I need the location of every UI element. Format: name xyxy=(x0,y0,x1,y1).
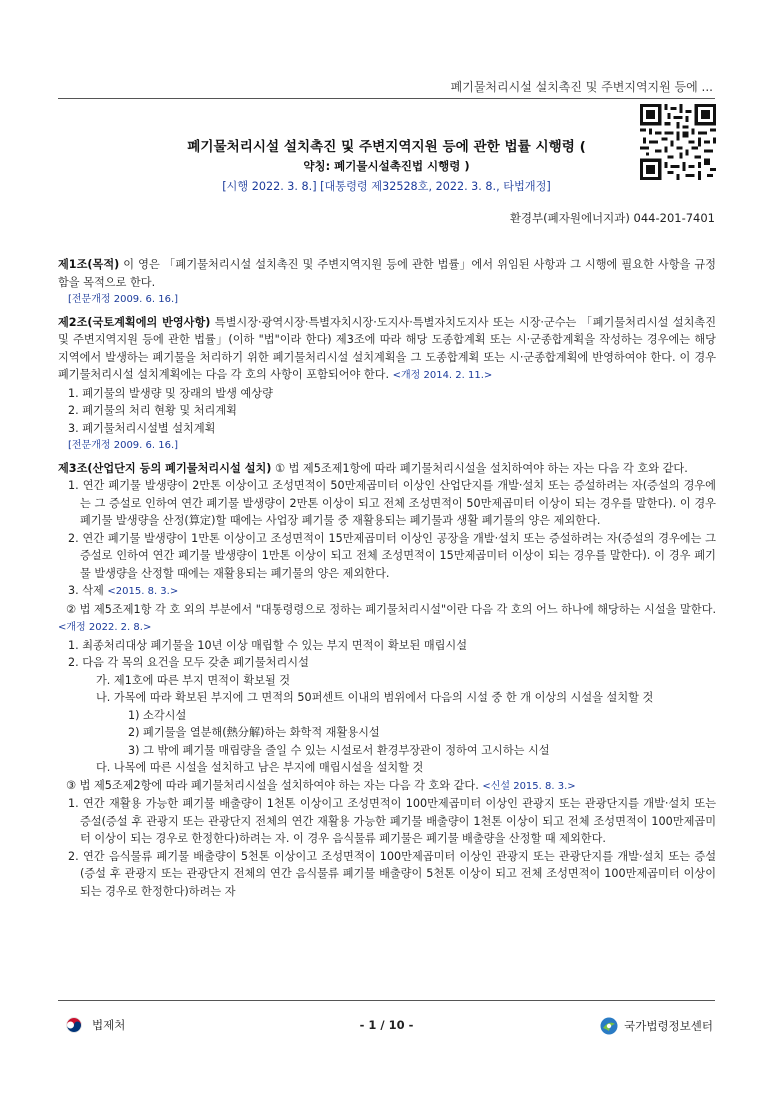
article-3 xyxy=(58,460,716,478)
article-heading: 제1조(목적) xyxy=(58,258,120,271)
sub-sub-item: 3) 그 밖에 폐기물 매립량을 줄일 수 있는 시설로서 환경부장관이 정하여 고시하는 시설 xyxy=(128,743,550,757)
sub-sub-item: 2) 폐기물을 열분해(熱分解)하는 화학적 재활용시설 xyxy=(128,726,380,739)
list-item: 2. 연간 음식물류 폐기물 배출량이 5천톤 이상이고 조성면적이 100만제곱미터 이상인 관광지 또는 관광단지를 개발·설치 또는 증설(증설 후 관광지 또는 관광단지 전체의 연간 음식물류 폐기물 배출량이 5천톤 이상이 되고 전체 조성면적이 100만제곱미터 이상이 되는 경우로 한정한다)하려는 자 xyxy=(68,849,716,898)
paragraph-text: ③ 법 제5조제2항에 따라 폐기물처리시설을 설치하여야 하는 자는 다음 각 호와 같다. xyxy=(66,778,483,792)
footer-right xyxy=(600,1017,713,1035)
revision-tag: <개정 2022. 2. 8.> xyxy=(58,622,152,633)
list-item: 1. 폐기물의 발생량 및 장래의 발생 예상량 xyxy=(68,386,273,400)
ministry-contact: 환경부(폐자원에너지과) 044-201-7401 xyxy=(509,211,715,225)
sub-item: 가. 제1호에 따른 부지 면적이 확보될 것 xyxy=(96,673,291,687)
list-item-text: 3. 삭제 xyxy=(68,584,108,597)
enforcement-info: [시행 2022. 3. 8.] [대통령령 제32528호, 2022. 3. 8., 타법개정] xyxy=(222,180,551,193)
law-body xyxy=(58,256,716,900)
revision-tag: <2015. 8. 3.> xyxy=(107,586,179,597)
article-1 xyxy=(58,256,716,291)
paragraph xyxy=(58,777,716,796)
paragraph-text: ② 법 제5조제1항 각 호 외의 부분에서 "대통령령으로 정하는 폐기물처리시설"이란 다음 각 호의 어느 하나에 해당하는 시설을 말한다. xyxy=(66,602,716,616)
running-header: 폐기물처리시설 설치촉진 및 주변지역지원 등에 ... xyxy=(450,80,713,94)
amendment-note: [전문개정 2009. 6. 16.] xyxy=(68,440,179,451)
list-item: 2. 다음 각 목의 요건을 모두 갖춘 폐기물처리시설 xyxy=(68,656,309,669)
revision-tag: <신설 2015. 8. 3.> xyxy=(482,780,576,792)
list-item: 2. 연간 폐기물 발생량이 1만톤 이상이고 조성면적이 15만제곱미터 이상인 공장을 개발·설치 또는 증설하려는 자(증설의 경우에는 그 증설로 인하여 연간 폐기물 발생량이 1만톤 이상이 되고 전체 조성면적이 15만제곱미터 이상이 되는 경우를 말한다). 이 경우 폐기물 발생량을 산정할 때에는 재활용되는 폐기물의 양은 제외한다. xyxy=(68,531,716,580)
revision-tag: <개정 2014. 2. 11.> xyxy=(392,370,493,381)
amendment-note: [전문개정 2009. 6. 16.] xyxy=(68,294,179,305)
article-heading: 제2조(국토계획에의 반영사항) xyxy=(58,315,211,329)
list-item: 3. 폐기물처리시설별 설치계획 xyxy=(68,421,216,435)
article-text: ① 법 제5조제1항에 따라 폐기물처리시설을 설치하여야 하는 자는 다음 각 호와 같다. xyxy=(271,461,688,475)
law-center-logo-icon xyxy=(600,1017,618,1035)
list-item: 1. 연간 재활용 가능한 폐기물 배출량이 1천톤 이상이고 조성면적이 100만제곱미터 이상인 관광지 또는 관광단지를 개발·설치 또는 증설(증설 후 관광지 또는 관광단지 전체의 연간 재활용 가능한 폐기물 배출량이 1천톤 이상이 되고 전체 조성면적이 100만제곱미터 이상이 되는 경우로 한정한다)하려는 자. 이 경우 음식물류 폐기물은 폐기물 배출량을 산정할 때 제외한다. xyxy=(68,797,716,845)
list-item: 2. 폐기물의 처리 현황 및 처리계획 xyxy=(68,404,237,417)
header-divider xyxy=(58,98,715,99)
list-item: 1. 연간 폐기물 발생량이 2만톤 이상이고 조성면적이 50만제곱미터 이상인 산업단지를 개발·설치 또는 증설하려는 자(증설의 경우에는 그 증설로 인하여 연간 폐기물 발생량이 2만톤 이상이 되고 전체 조성면적이 50만제곱미터 이상이 되는 경우를 말한다). 이 경우 폐기물 발생량을 산정(算定)할 때에는 사업장 폐기물 중 재활용되는 폐기물과 생활 폐기물의 양은 제외한다. xyxy=(68,479,716,527)
sub-sub-item: 1) 소각시설 xyxy=(128,708,187,722)
article-text: 이 영은 「폐기물처리시설 설치촉진 및 주변지역지원 등에 관한 법률」에서 위임된 사항과 그 시행에 필요한 사항을 규정함을 목적으로 한다. xyxy=(58,258,716,289)
footer-law-center: 국가법령정보센터 xyxy=(624,1019,713,1033)
law-abbreviation: 약칭: 폐기물시설촉진법 시행령 ) xyxy=(303,159,470,173)
article-text: 특별시장·광역시장·특별자치시장·도지사·특별자치도지사 또는 시장·군수는 「폐기물처리시설 설치촉진 및 주변지역지원 등에 관한 법률」(이하 "법"이라 한다) 제3조에 따라 해당 도종합계획 또는 시·군종합계획을 작성하는 경우에는 해당 지역에서 발생하는 폐기물을 처리하기 위한 폐기물처리시설 설치계획을 그 도종합계획 또는 시·군종합계획에 반영하여야 한다. 이 경우 폐기물처리시설 설치계획에는 다음 각 호의 사항이 포함되어야 한다. xyxy=(58,315,717,381)
law-title: 폐기물처리시설 설치촉진 및 주변지역지원 등에 관한 법률 시행령 ( xyxy=(187,139,586,155)
list-item xyxy=(58,582,716,601)
article-2 xyxy=(58,314,716,385)
sub-item: 나. 가목에 따라 확보된 부지에 그 면적의 50퍼센트 이내의 범위에서 다음의 시설 중 한 개 이상의 시설을 설치할 것 xyxy=(96,691,654,704)
paragraph xyxy=(58,601,716,637)
sub-item: 다. 나목에 따른 시설을 설치하고 남은 부지에 매립시설을 설치할 것 xyxy=(96,761,424,774)
list-item: 1. 최종처리대상 폐기물을 10년 이상 매립할 수 있는 부지 면적이 확보된 매립시설 xyxy=(68,638,468,652)
footer-divider xyxy=(58,1000,715,1001)
footer-agency: 법제처 xyxy=(92,1018,126,1032)
article-heading: 제3조(산업단지 등의 폐기물처리시설 설치) xyxy=(58,461,272,475)
page-number: - 1 / 10 - xyxy=(359,1018,414,1032)
